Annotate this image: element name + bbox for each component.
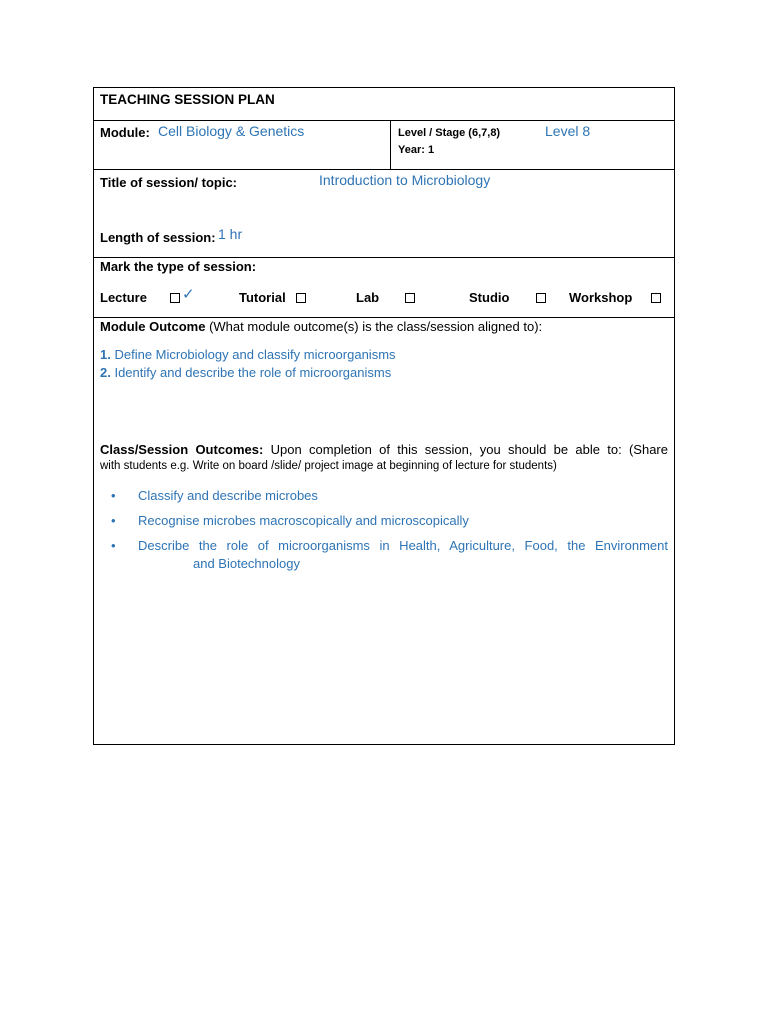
module-outcome-number: 1. xyxy=(100,347,111,362)
teaching-session-plan-table xyxy=(93,87,675,745)
session-outcome-item: Describe the role of microorganisms in Health, Agriculture, Food, the Environment xyxy=(138,538,668,553)
session-row xyxy=(94,170,674,258)
session-outcome-item: Recognise microbes macroscopically and microscopically xyxy=(138,513,469,528)
session-length-label: Length of session: xyxy=(100,230,216,245)
session-type-row xyxy=(94,258,674,318)
level-value: Level 8 xyxy=(545,123,591,139)
tutorial-checkbox[interactable] xyxy=(296,293,306,303)
session-outcome-item: Classify and describe microbes xyxy=(138,488,318,503)
session-type-label: Mark the type of session: xyxy=(100,259,257,274)
bullet-dot: • xyxy=(111,538,116,553)
lab-checkbox[interactable] xyxy=(405,293,415,303)
module-value: Cell Biology & Genetics xyxy=(158,123,305,139)
module-outcome-text: Define Microbiology and classify microorganisms xyxy=(114,347,396,362)
level-label: Level / Stage (6,7,8) xyxy=(398,127,501,139)
session-title-value: Introduction to Microbiology xyxy=(319,172,491,188)
lecture-label: Lecture xyxy=(100,290,147,305)
module-label: Module: xyxy=(100,125,150,140)
lab-label: Lab xyxy=(356,290,380,305)
module-outcome-item xyxy=(100,347,396,362)
module-row xyxy=(94,121,674,170)
studio-checkbox[interactable] xyxy=(536,293,546,303)
module-outcome-text: Identify and describe the role of microorganisms xyxy=(114,365,392,380)
session-title-label: Title of session/ topic: xyxy=(100,175,238,190)
module-outcome-heading xyxy=(100,319,542,334)
module-outcome-label: Module Outcome xyxy=(100,319,206,334)
lecture-checkbox[interactable] xyxy=(170,293,180,303)
bullet-dot: • xyxy=(111,488,116,503)
module-outcome-number: 2. xyxy=(100,365,111,380)
year-label: Year: 1 xyxy=(398,144,435,156)
lecture-checkmark: ✓ xyxy=(182,286,195,303)
session-length-value: 1 hr xyxy=(218,226,243,242)
title-row xyxy=(94,88,674,121)
document-title: TEACHING SESSION PLAN xyxy=(100,92,275,107)
session-outcomes-intro-text: Upon completion of this session, you should be able to: (Share xyxy=(270,442,668,457)
workshop-checkbox[interactable] xyxy=(651,293,661,303)
session-outcome-item-continuation: and Biotechnology xyxy=(193,556,300,571)
module-outcome-description: (What module outcome(s) is the class/session aligned to): xyxy=(209,319,543,334)
module-outcome-item xyxy=(100,365,391,380)
studio-label: Studio xyxy=(469,290,510,305)
workshop-label: Workshop xyxy=(569,290,633,305)
bullet-dot: • xyxy=(111,513,116,528)
tutorial-label: Tutorial xyxy=(239,290,286,305)
module-cell xyxy=(94,121,391,169)
session-outcomes-intro xyxy=(100,442,668,457)
session-outcomes-instruction: with students e.g. Write on board /slide/ project image at beginning of lecture for students) xyxy=(100,460,557,472)
outcomes-row xyxy=(94,318,674,744)
session-outcomes-label: Class/Session Outcomes: xyxy=(100,442,264,457)
